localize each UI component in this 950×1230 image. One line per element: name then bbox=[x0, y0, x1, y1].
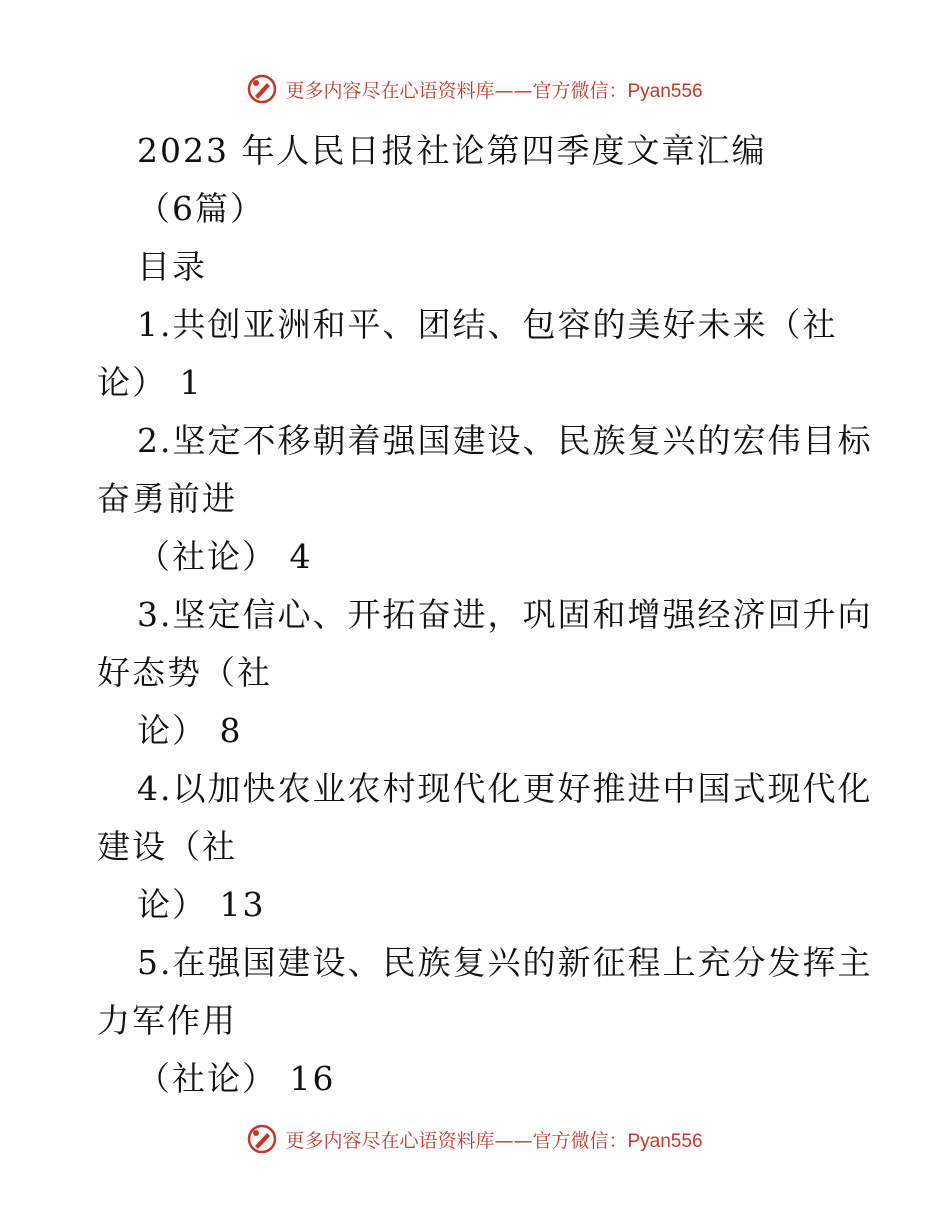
document-body bbox=[97, 122, 873, 1108]
toc-line: 奋勇前进 bbox=[97, 479, 237, 518]
footer-separator: —— bbox=[494, 1129, 533, 1152]
footer-watermark-text bbox=[285, 1126, 702, 1153]
toc-line: 3.坚定信心、开拓奋进，巩固和增强经济回升向 bbox=[137, 595, 873, 634]
toc-line: 好态势（社 bbox=[97, 653, 272, 692]
toc-line: 建设（社 bbox=[97, 827, 237, 866]
footer-watermark-label: 更多内容尽在心语资料库 bbox=[285, 1129, 495, 1152]
document-subtitle: （6篇） bbox=[137, 189, 265, 228]
document-title: 2023 年人民日报社论第四季度文章汇编 bbox=[137, 131, 767, 170]
toc-line: 1.共创亚洲和平、团结、包容的美好未来（社 bbox=[137, 305, 838, 344]
toc-line: 论） 8 bbox=[137, 711, 243, 750]
header-separator: —— bbox=[494, 79, 533, 102]
toc-line: （社论） 4 bbox=[137, 537, 313, 576]
toc-line: 2.坚定不移朝着强国建设、民族复兴的宏伟目标 bbox=[137, 421, 873, 460]
header-wechat-id: Pyan556 bbox=[627, 80, 703, 102]
pen-logo-icon bbox=[247, 1124, 277, 1154]
header-watermark-text bbox=[285, 76, 702, 103]
toc-line: 4.以加快农业农村现代化更好推进中国式现代化 bbox=[137, 769, 873, 808]
toc-line: 论） 1 bbox=[97, 363, 203, 402]
toc-line: 力军作用 bbox=[97, 1001, 237, 1040]
pen-logo-icon bbox=[247, 74, 277, 104]
toc-line: 论） 13 bbox=[137, 885, 266, 924]
header-watermark bbox=[0, 74, 950, 104]
header-official-label: 官方微信： bbox=[532, 79, 628, 102]
toc-line: 5.在强国建设、民族复兴的新征程上充分发挥主 bbox=[137, 943, 873, 982]
toc-line: （社论） 16 bbox=[137, 1059, 336, 1098]
footer-wechat-id: Pyan556 bbox=[627, 1130, 703, 1152]
toc-heading: 目录 bbox=[137, 247, 207, 286]
header-watermark-label: 更多内容尽在心语资料库 bbox=[285, 79, 495, 102]
footer-watermark bbox=[0, 1124, 950, 1154]
footer-official-label: 官方微信： bbox=[532, 1129, 628, 1152]
